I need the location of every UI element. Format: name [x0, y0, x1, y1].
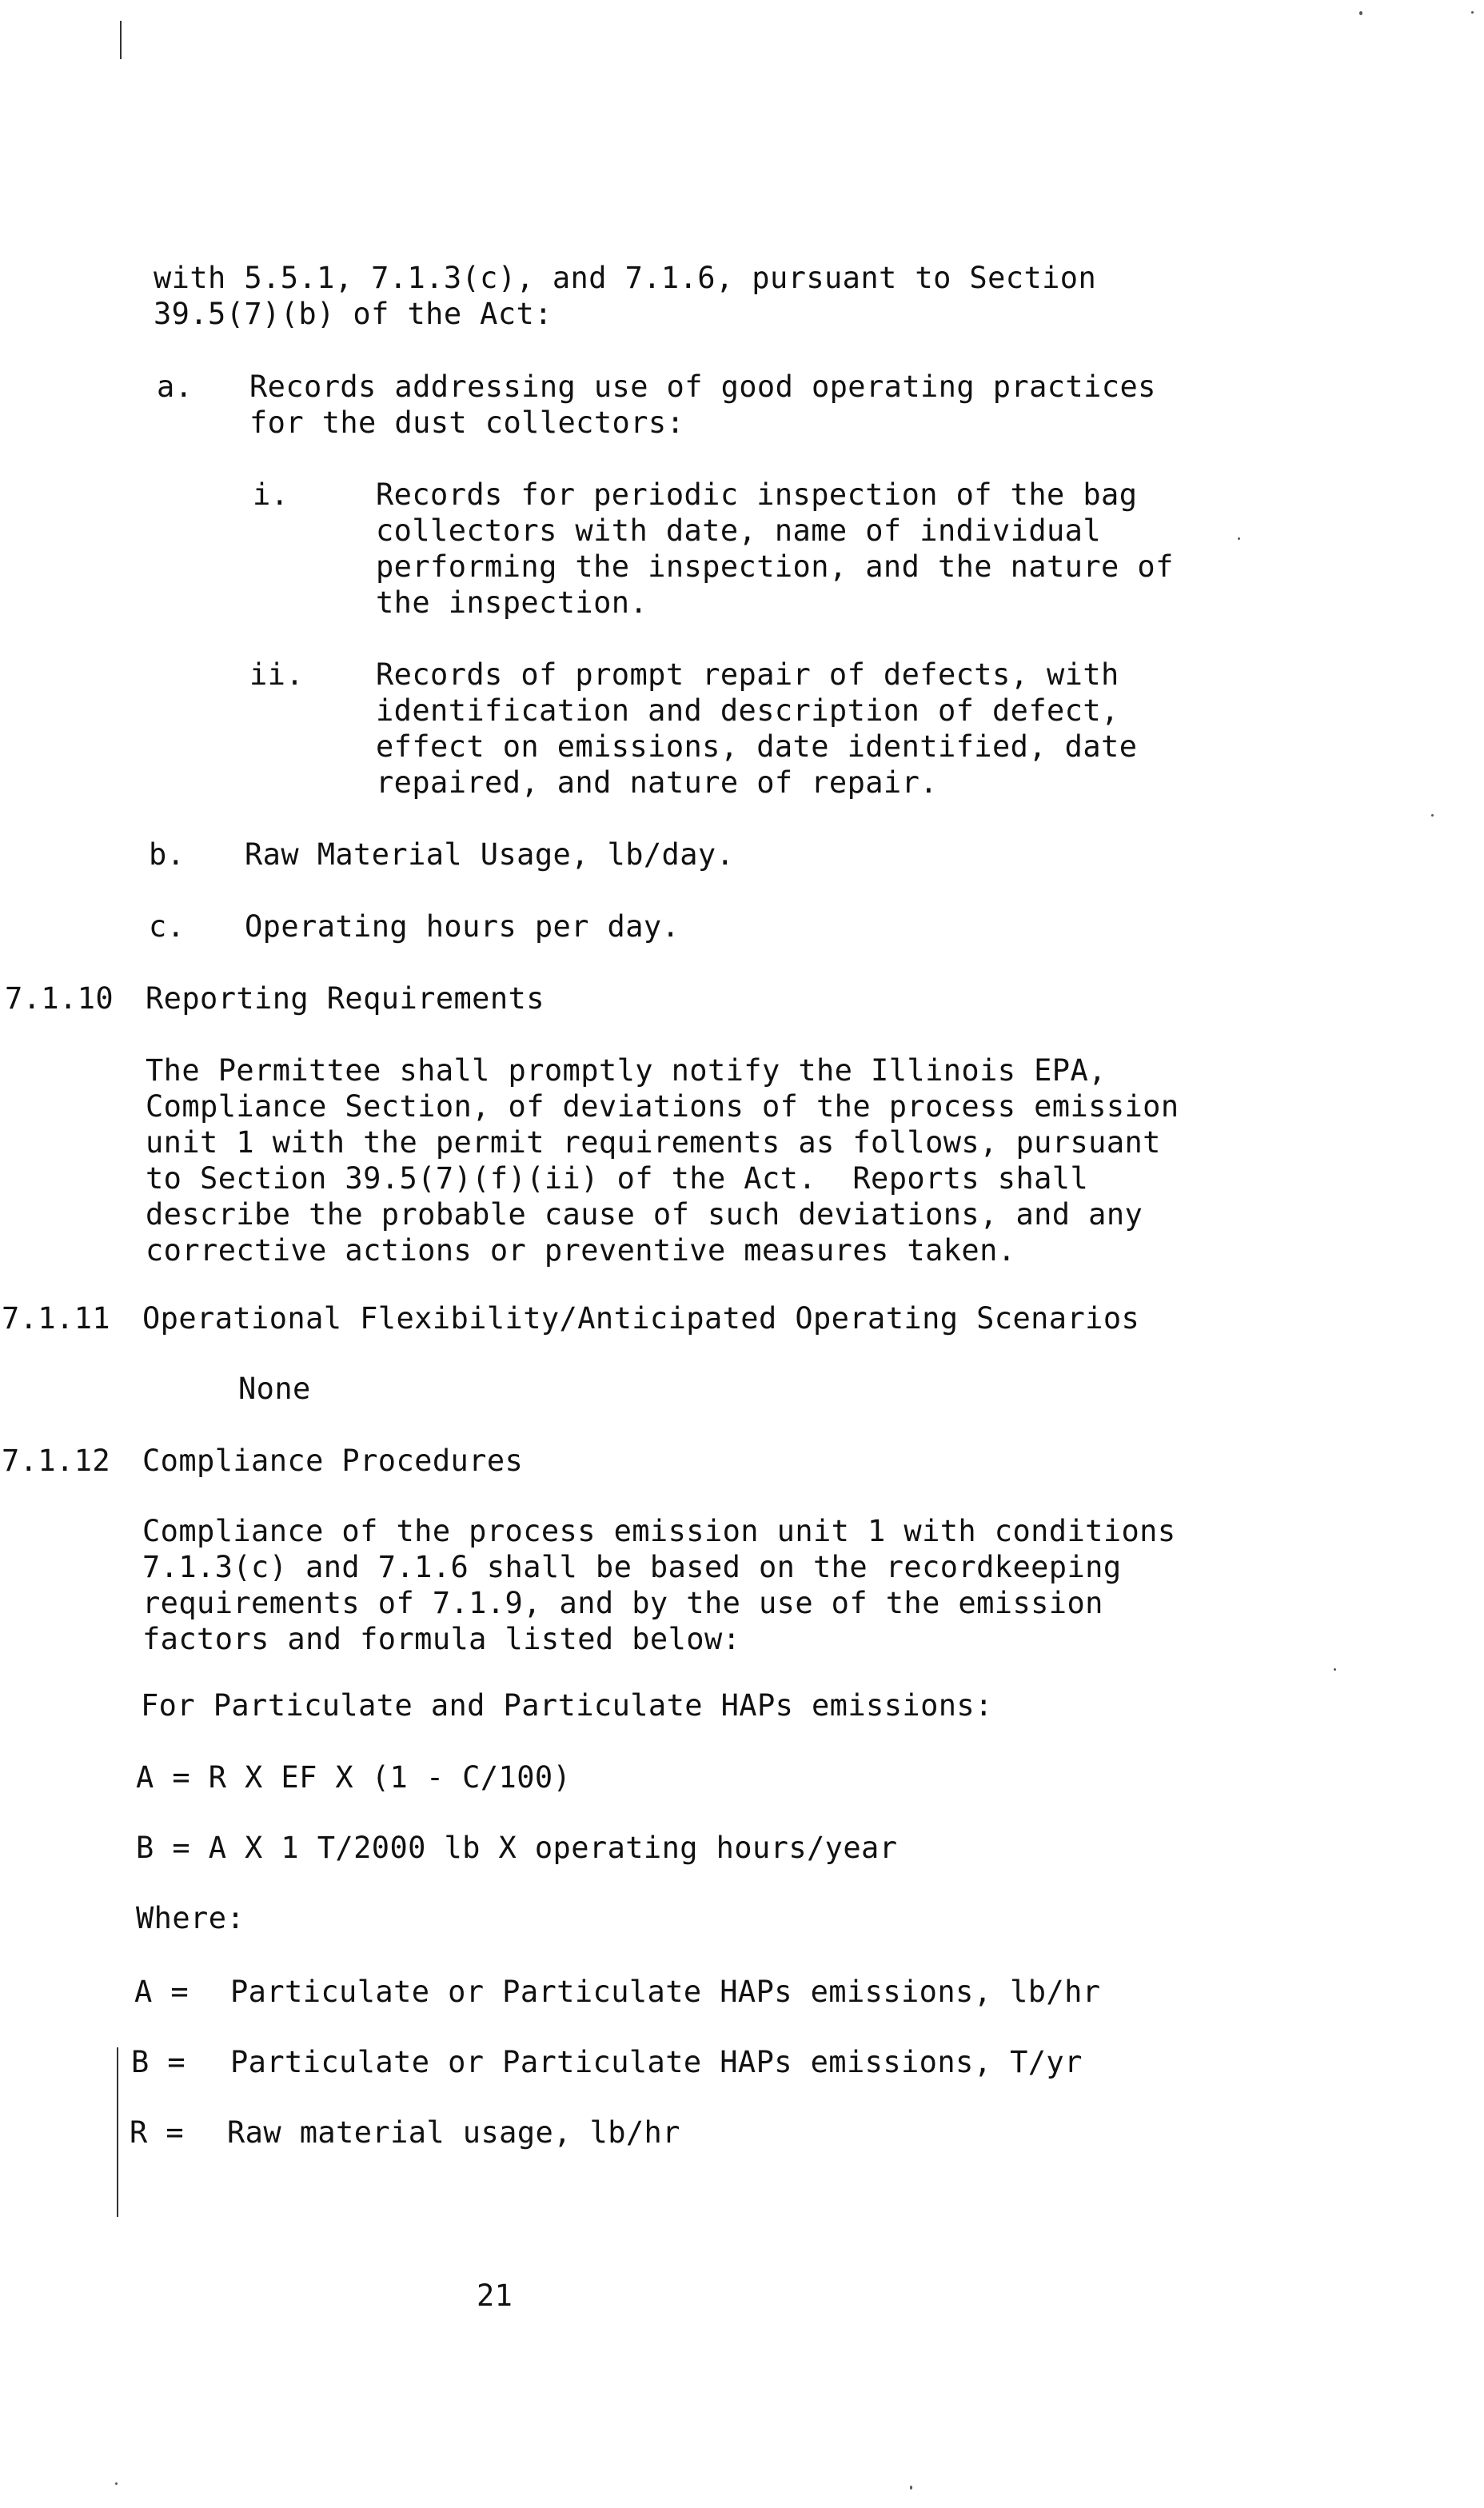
section-number: 7.1.11 — [2, 1301, 111, 1336]
section-body-line: The Permittee shall promptly notify the Illinois EPA, — [146, 1053, 1107, 1088]
item-a-line: Records addressing use of good operating practices — [249, 369, 1156, 404]
item-b-text: Raw Material Usage, lb/day. — [245, 837, 735, 872]
section-number: 7.1.12 — [2, 1444, 111, 1478]
sub-ii-line: identification and description of defect, — [376, 693, 1119, 728]
section-body-line: None — [238, 1372, 311, 1406]
section-title: Compliance Procedures — [142, 1444, 524, 1478]
section-title: Reporting Requirements — [146, 981, 545, 1016]
formula-b: B = A X 1 T/2000 lb X operating hours/year — [136, 1831, 898, 1865]
section-body-line: to Section 39.5(7)(f)(ii) of the Act. Reports shall — [146, 1161, 1089, 1196]
sub-i-line: collectors with date, name of individual — [376, 513, 1102, 548]
section-number: 7.1.10 — [5, 981, 114, 1016]
item-a-line: for the dust collectors: — [249, 405, 685, 440]
intro-line: with 5.5.1, 7.1.3(c), and 7.1.6, pursuant to Section — [154, 261, 1097, 295]
item-c-label: c. — [149, 909, 186, 944]
section-body-line: Compliance Section, of deviations of the process emission — [146, 1089, 1179, 1124]
item-c-text: Operating hours per day. — [245, 909, 680, 944]
section-body-line: corrective actions or preventive measures taken. — [146, 1233, 1016, 1268]
page-number: 21 — [477, 2278, 513, 2313]
scan-speck — [1238, 537, 1240, 540]
scan-mark-top — [120, 21, 122, 59]
item-b-label: b. — [149, 837, 186, 872]
for-line: For Particulate and Particulate HAPs emissions: — [141, 1688, 993, 1723]
section-body-line: 7.1.3(c) and 7.1.6 shall be based on the recordkeeping — [142, 1550, 1122, 1584]
sub-i-line: performing the inspection, and the nature of — [376, 549, 1174, 584]
sub-i-line: Records for periodic inspection of the bag — [376, 477, 1138, 512]
scan-speck — [910, 2486, 912, 2490]
section-body-line: factors and formula listed below: — [142, 1622, 741, 1656]
section-title: Operational Flexibility/Anticipated Operating Scenarios — [142, 1301, 1140, 1336]
sub-ii-line: Records of prompt repair of defects, with — [376, 657, 1119, 692]
definition-text: Particulate or Particulate HAPs emissions, lb/hr — [230, 1975, 1101, 2009]
formula-a: A = R X EF X (1 - C/100) — [136, 1760, 572, 1795]
intro-line: 39.5(7)(b) of the Act: — [154, 297, 553, 331]
scan-speck — [1359, 11, 1362, 15]
definition-symbol: B = — [131, 2045, 186, 2079]
revision-bar — [117, 2047, 118, 2217]
section-body-line: requirements of 7.1.9, and by the use of the emission — [142, 1586, 1103, 1620]
scan-speck — [1471, 11, 1474, 14]
item-a-label: a. — [157, 369, 193, 404]
sub-i-line: the inspection. — [376, 585, 648, 620]
definition-symbol: A = — [134, 1975, 189, 2009]
definition-text: Particulate or Particulate HAPs emissions, T/yr — [230, 2045, 1083, 2079]
section-body-line: unit 1 with the permit requirements as follows, pursuant — [146, 1125, 1161, 1160]
section-body-line: describe the probable cause of such deviations, and any — [146, 1197, 1143, 1232]
scan-speck — [1431, 814, 1434, 817]
definition-symbol: R = — [130, 2115, 185, 2150]
scan-speck — [115, 2482, 118, 2485]
sub-ii-line: effect on emissions, date identified, date — [376, 729, 1138, 764]
scan-speck — [1334, 1668, 1336, 1671]
sub-i-label: i. — [253, 477, 289, 512]
sub-ii-line: repaired, and nature of repair. — [376, 765, 938, 800]
definition-text: Raw material usage, lb/hr — [227, 2115, 680, 2150]
section-body-line: Compliance of the process emission unit 1 with conditions — [142, 1514, 1176, 1548]
where-label: Where: — [136, 1901, 245, 1935]
sub-ii-label: ii. — [249, 657, 305, 692]
